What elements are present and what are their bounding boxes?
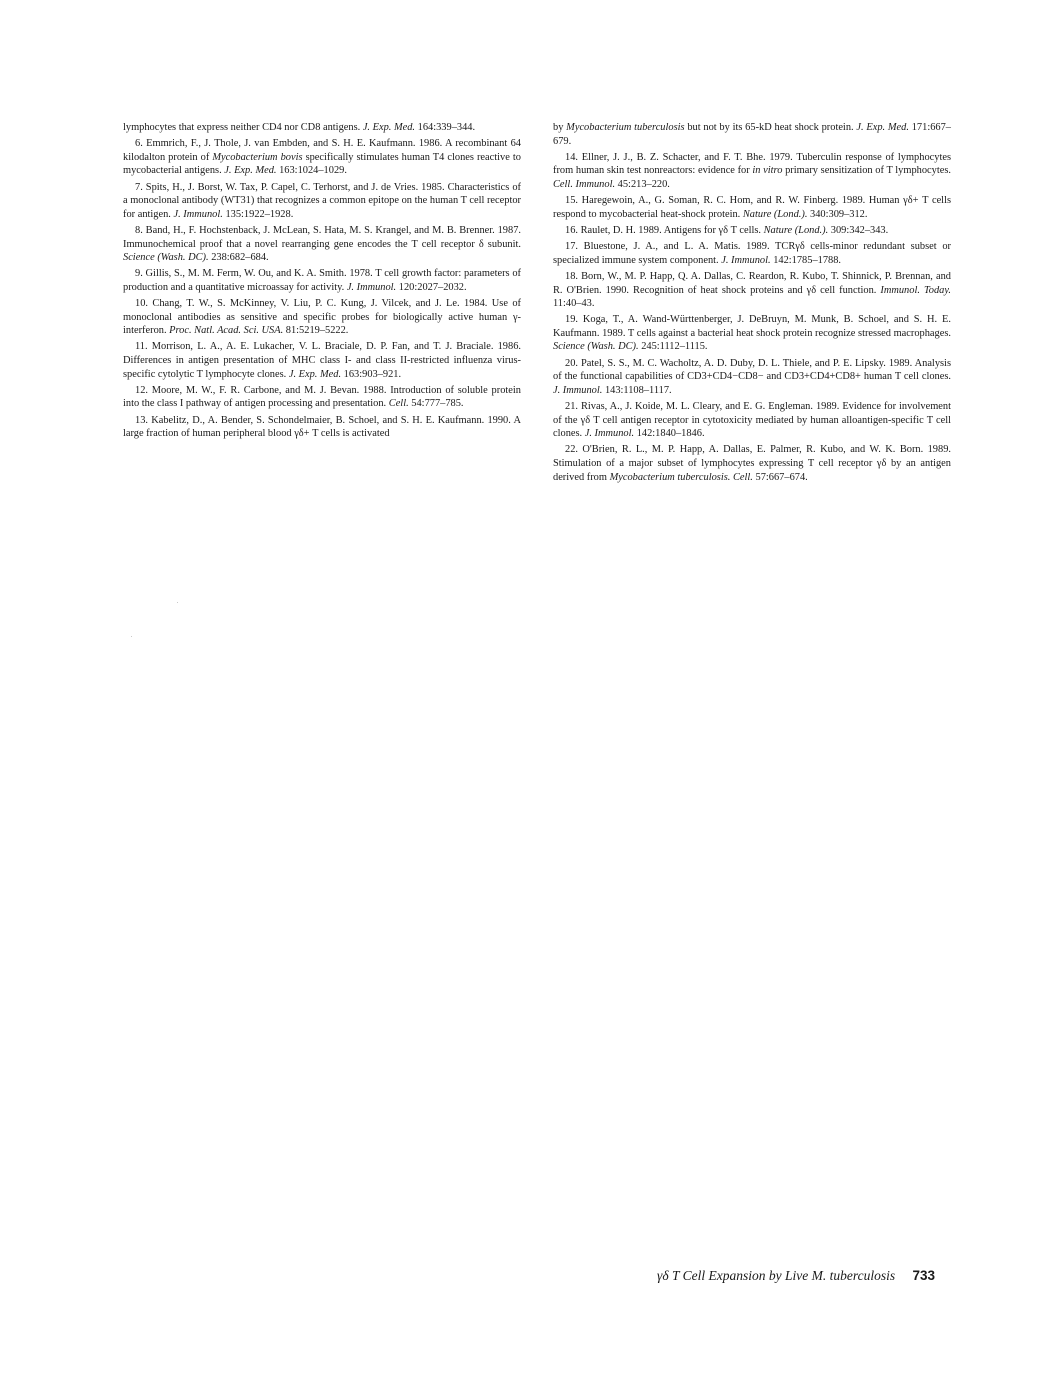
reference-italic-text: Nature (Lond.). — [763, 224, 829, 236]
reference-text: 163:1024–1029. — [276, 165, 347, 177]
reference-italic-text: J. Exp. Med. — [224, 165, 277, 177]
reference-text: 143:1108–1117. — [602, 384, 672, 396]
running-title: γδ T Cell Expansion by Live M. tuberculosis — [657, 1268, 896, 1283]
reference-text: by — [553, 122, 567, 133]
reference-text: 45:213–220. — [615, 178, 670, 190]
reference-entry — [553, 400, 951, 441]
reference-text: 54:777–785. — [408, 398, 464, 410]
reference-entry — [123, 181, 521, 222]
reference-text: 135:1922–1928. — [222, 208, 294, 220]
reference-text: primary sensitization of T lymphocytes. — [782, 165, 951, 177]
references-left-column — [123, 121, 521, 443]
reference-text: 14. Ellner, J. J., B. Z. Schacter, and F. T. Bhe. 1979. Tuberculin response of lymphocytes from human skin test nonreactors: evidence for — [553, 151, 951, 177]
reference-text: 18. Born, W., M. P. Happ, Q. A. Dallas, C. Reardon, R. Kubo, T. Shinnick, P. Brennan, and R. O'Brien. 1990. Recognition of heat shock proteins and γδ cell function. — [553, 270, 951, 296]
page-footer — [657, 1268, 935, 1284]
reference-entry — [123, 297, 521, 338]
reference-text: 57:667–674. — [752, 471, 808, 483]
reference-italic-text: in vitro — [752, 165, 783, 177]
reference-text: 245:1112–1115. — [638, 341, 708, 353]
reference-italic-text: Cell. — [732, 471, 753, 483]
reference-italic-text: Mycobacterium tuberculosis. — [609, 471, 731, 483]
reference-entry — [553, 357, 951, 398]
reference-text: 163:903–921. — [341, 368, 402, 380]
reference-italic-text: J. Exp. Med. — [288, 368, 342, 380]
reference-text: 340:309–312. — [807, 208, 868, 220]
reference-entry — [123, 340, 521, 381]
reference-text: 142:1785–1788. — [770, 254, 842, 266]
reference-text: but not by its 65-kD heat shock protein. — [684, 122, 857, 133]
reference-italic-text: Science (Wash. DC). — [123, 252, 209, 264]
reference-text: 9. Gillis, S., M. M. Ferm, W. Ou, and K. A. Smith. 1978. T cell growth factor: parameters of production and a quantitative microassay for activity. — [123, 268, 521, 293]
reference-text: 11. Morrison, L. A., A. E. Lukacher, V. L. Braciale, D. P. Fan, and T. J. Braciale. 1986. Differences in antigen presentation of MHC class I- and class II-restricted influenza virus-specific cytolytic T lymphocyte clones. — [123, 341, 521, 380]
reference-italic-text: Cell. — [388, 398, 409, 410]
reference-text: 238:682–684. — [208, 252, 269, 264]
reference-italic-text: J. Immunol. — [584, 428, 635, 440]
reference-entry — [123, 414, 521, 441]
reference-entry — [553, 240, 951, 267]
reference-italic-text: Mycobacterium bovis — [212, 151, 303, 163]
reference-text: 309:342–343. — [828, 224, 889, 236]
reference-italic-text: J. Exp. Med. — [856, 122, 909, 133]
reference-italic-text: J. Exp. Med. — [362, 122, 416, 133]
scan-speck — [131, 636, 132, 637]
reference-italic-text: J. Immunol. — [553, 384, 603, 396]
reference-text: 81:5219–5222. — [283, 325, 349, 337]
reference-entry — [123, 384, 521, 411]
reference-text: 13. Kabelitz, D., A. Bender, S. Schondelmaier, B. Schoel, and S. H. E. Kaufmann. 1990. A large fraction of human peripheral blood γδ+ T cells is activated — [123, 414, 521, 440]
reference-entry — [553, 270, 951, 311]
reference-text: 19. Koga, T., A. Wand-Württenberger, J. DeBruyn, M. Munk, B. Schoel, and S. H. E. Kaufmann. 1989. T cells against a bacterial heat shock protein recognize stressed macrophages. — [553, 314, 951, 339]
reference-text: 10. Chang, T. W., S. McKinney, V. Liu, P. C. Kung, J. Vilcek, and J. Le. 1984. Use of monoclonal antibodies as sensitive and specific probes for biologically active human γ-interferon. — [123, 298, 521, 337]
reference-entry — [553, 443, 951, 484]
reference-text: 15. Haregewoin, A., G. Soman, R. C. Hom, and R. W. Finberg. 1989. Human γδ+ T cells respond to mycobacterial heat-shock protein. — [553, 195, 951, 220]
reference-text: 120:2027–2032. — [396, 281, 467, 293]
reference-italic-text: J. Immunol. — [173, 208, 223, 220]
scan-speck — [177, 602, 178, 603]
reference-italic-text: J. Immunol. — [346, 281, 397, 293]
reference-entry — [553, 313, 951, 354]
reference-italic-text: Cell. Immunol. — [553, 178, 616, 190]
reference-entry — [553, 151, 951, 192]
reference-text: 22. O'Brien, R. L., M. P. Happ, A. Dallas, E. Palmer, R. Kubo, and W. K. Born. 1989. Stimulation of a major subset of lymphocytes expressing T cell receptor γδ by an antigen derived from — [553, 444, 951, 483]
reference-entry — [553, 194, 951, 221]
reference-entry — [123, 224, 521, 265]
reference-continuation — [123, 121, 521, 135]
reference-text: 7. Spits, H., J. Borst, W. Tax, P. Capel, C. Terhorst, and J. de Vries. 1985. Characteristics of a monoclonal antibody (WT31) that recognizes a common epitope on the human T cell receptor for antigen. — [123, 181, 521, 220]
reference-text: 8. Band, H., F. Hochstenback, J. McLean, S. Hata, M. S. Krangel, and M. B. Brenner. 1987. Immunochemical proof that a novel rearranging gene encodes the T cell receptor δ subunit. — [123, 224, 521, 250]
reference-italic-text: Proc. Natl. Acad. Sci. USA. — [169, 325, 284, 337]
reference-text: 171:667–679. — [553, 122, 951, 147]
reference-italic-text: Mycobacterium tuberculosis — [566, 122, 685, 133]
reference-text: 20. Patel, S. S., M. C. Wacholtz, A. D. Duby, D. L. Thiele, and P. E. Lipsky. 1989. Analysis of the functional capabilities of CD3+CD4−CD8− and CD3+CD4+CD8+ human T cell clones. — [553, 357, 951, 383]
reference-text: 21. Rivas, A., J. Koide, M. L. Cleary, and E. G. Engleman. 1989. Evidence for involvement of the γδ T cell antigen receptor in cytotoxicity mediated by human alloantigen-specific T cell clones. — [553, 401, 951, 440]
reference-entry — [123, 267, 521, 294]
reference-text: 142:1840–1846. — [634, 428, 705, 440]
reference-text: 164:339–344. — [415, 122, 476, 133]
page-number: 733 — [912, 1268, 935, 1283]
reference-italic-text: Science (Wash. DC). — [553, 341, 639, 353]
reference-text: 11:40–43. — [553, 298, 595, 310]
reference-italic-text: J. Immunol. — [721, 254, 771, 266]
references-right-column — [553, 121, 951, 487]
reference-text: 6. Emmrich, F., J. Thole, J. van Embden, and S. H. E. Kaufmann. 1986. A recombinant 64 kilodalton protein of — [123, 138, 521, 163]
reference-italic-text: Immunol. Today. — [880, 284, 951, 296]
reference-entry — [123, 137, 521, 178]
reference-text: lymphocytes that express neither CD4 nor CD8 antigens. — [123, 122, 363, 133]
reference-text: 16. Raulet, D. H. 1989. Antigens for γδ T cells. — [565, 224, 764, 236]
reference-text: 12. Moore, M. W., F. R. Carbone, and M. J. Bevan. 1988. Introduction of soluble protein into the class I pathway of antigen processing and presentation. — [123, 384, 521, 410]
reference-italic-text: Nature (Lond.). — [742, 208, 808, 220]
reference-text: 17. Bluestone, J. A., and L. A. Matis. 1989. TCRγδ cells-minor redundant subset or specialized immune system component. — [553, 241, 951, 266]
reference-continuation — [553, 121, 951, 148]
reference-entry — [553, 224, 951, 238]
reference-text: specifically stimulates human T4 clones reactive to mycobacterial antigens. — [123, 151, 521, 177]
